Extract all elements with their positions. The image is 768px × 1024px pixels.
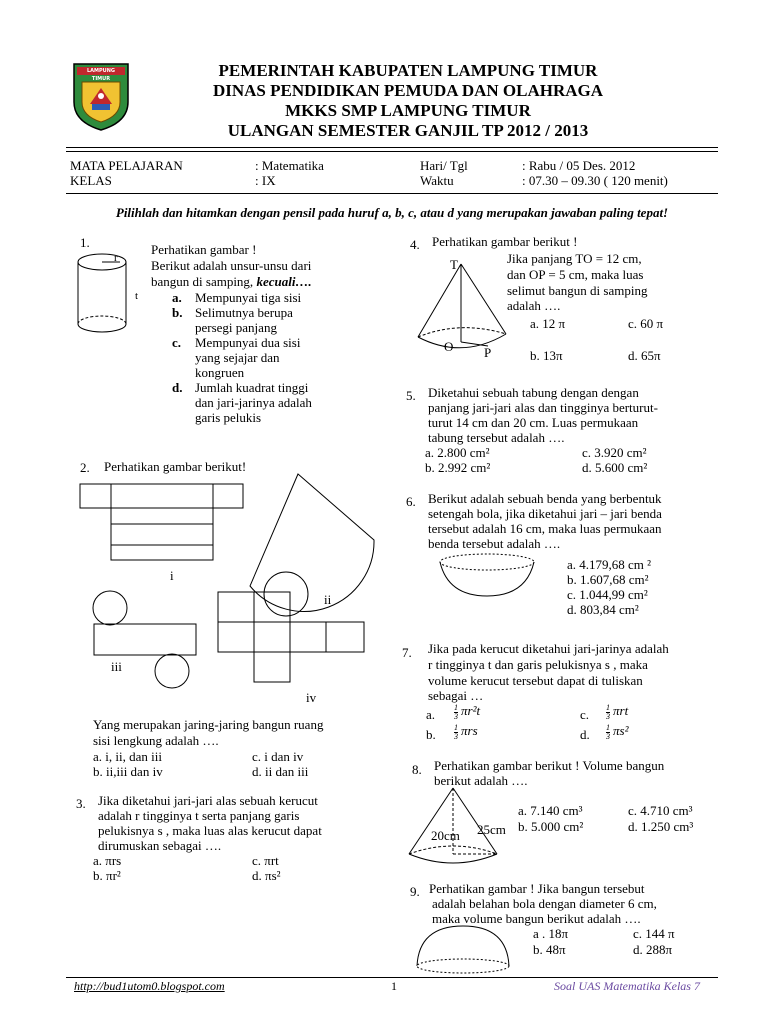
footer-title: Soal UAS Matematika Kelas 7 [554, 979, 700, 993]
q1-cylinder-figure [75, 252, 135, 334]
q9-option-b: b. 48π [533, 942, 566, 957]
header-line-2: DINAS PENDIDIKAN PEMUDA DAN OLAHRAGA [212, 81, 604, 100]
q4-option-d: d. 65π [628, 348, 661, 363]
footer-page-number: 1 [391, 979, 397, 993]
q6-option-b: b. 1.607,68 cm² [567, 572, 649, 587]
q6-line-2: setengah bola, jika diketahui jari – jari benda [428, 506, 662, 521]
q2-text: Perhatikan gambar berikut! [104, 459, 247, 474]
q1-option-c-line-1: Mempunyai dua sisi [195, 335, 301, 350]
q8-label-20cm: 20cm [431, 828, 460, 843]
q8-option-b: b. 5.000 cm² [518, 819, 584, 834]
q5-line-4: tabung tersebut adalah …. [428, 430, 565, 445]
q9-option-c: c. 144 π [633, 926, 675, 941]
q5-line-1: Diketahui sebuah tabung dengan dengan [428, 385, 639, 400]
q8-option-a: a. 7.140 cm³ [518, 803, 583, 818]
q4-label-O: O [444, 339, 454, 354]
q2-question-line-1: Yang merupakan jaring-jaring bangun ruang [93, 717, 324, 732]
q1-number: 1. [80, 235, 90, 250]
day-label: Hari/ Tgl [420, 158, 468, 173]
q4-line-1: Jika panjang TO = 12 cm, [507, 251, 642, 266]
q6-hemisphere-bowl-figure [438, 552, 538, 602]
header-divider [66, 147, 718, 152]
q7-option-d-letter: d. [580, 727, 590, 742]
q6-line-1: Berikut adalah sebuah benda yang berbentuk [428, 491, 662, 506]
q8-option-d: d. 1.250 cm³ [628, 819, 694, 834]
q4-text: Perhatikan gambar berikut ! [432, 234, 578, 249]
q3-option-d: d. πs² [252, 868, 281, 883]
time-label: Waktu [420, 173, 454, 188]
q9-line-1: Perhatikan gambar ! Jika bangun tersebut [429, 881, 645, 896]
q6-option-d: d. 803,84 cm² [567, 602, 639, 617]
q5-option-b: b. 2.992 cm² [425, 460, 491, 475]
instruction: Pilihlah dan hitamkan dengan pensil pada huruf a, b, c, atau d yang merupakan jawaban paling tepat! [115, 205, 669, 220]
q3-line-1: Jika diketahui jari-jari alas sebuah kerucut [98, 793, 318, 808]
q8-line-2: berikut adalah …. [434, 773, 528, 788]
subject-label: MATA PELAJARAN [70, 158, 183, 173]
q2-option-a: a. i, ii, dan iii [93, 749, 162, 764]
logo-text: LAMPUNG TIMUR [86, 68, 116, 82]
q5-option-c: c. 3.920 cm² [582, 445, 647, 460]
q7-line-4: sebagai … [428, 688, 484, 703]
q2-option-c: c. i dan iv [252, 749, 304, 764]
subject-value: : Matematika [255, 158, 324, 173]
q7-option-b: $\frac{1}{3}$ πrs [454, 722, 478, 741]
q1-option-a-letter: a. [172, 290, 182, 305]
q1-option-c-line-2: yang sejajar dan [195, 350, 280, 365]
q4-option-c: c. 60 π [628, 316, 664, 331]
q7-option-b-letter: b. [426, 727, 436, 742]
q4-line-3: selimut bangun di samping [507, 283, 648, 298]
q3-option-c: c. πrt [252, 853, 279, 868]
q7-option-c: $\frac{1}{3}$ πrt [606, 702, 629, 721]
q7-option-a-letter: a. [426, 707, 436, 722]
q9-line-3: maka volume bangun berikut adalah …. [432, 911, 641, 926]
q5-number: 5. [406, 388, 416, 403]
header-line-3: MKKS SMP LAMPUNG TIMUR [285, 101, 531, 120]
q7-line-3: volume kerucut tersebut dapat di tuliskan [428, 673, 643, 688]
q3-line-2: adalah r tingginya t serta panjang garis [98, 808, 300, 823]
q9-option-a: a . 18π [533, 926, 569, 941]
q7-option-c-letter: c. [580, 707, 590, 722]
q4-cone-figure [414, 262, 514, 360]
q1-option-b-line-1: Selimutnya berupa [195, 305, 293, 320]
regency-logo [72, 62, 130, 132]
q2-label-ii: ii [324, 592, 332, 607]
q4-number: 4. [410, 237, 420, 252]
q2-question-line-2: sisi lengkung adalah …. [93, 733, 219, 748]
q1-option-b-line-2: persegi panjang [195, 320, 277, 335]
q6-number: 6. [406, 494, 416, 509]
q1-option-d-line-3: garis pelukis [195, 410, 262, 425]
q4-label-P: P [484, 345, 492, 360]
class-value: : IX [255, 173, 276, 188]
q5-option-a: a. 2.800 cm² [425, 445, 490, 460]
q7-line-2: r tingginya t dan garis pelukisnya s , maka [428, 657, 648, 672]
q2-option-d: d. ii dan iii [252, 764, 309, 779]
q8-option-c: c. 4.710 cm³ [628, 803, 693, 818]
q5-option-d: d. 5.600 cm² [582, 460, 648, 475]
q1-option-b-letter: b. [172, 305, 183, 320]
q7-option-a: $\frac{1}{3}$ πr²t [454, 702, 481, 721]
q1-option-d-line-1: Jumlah kuadrat tinggi [195, 380, 309, 395]
class-label: KELAS [70, 173, 112, 188]
q2-net-iv-figure [218, 592, 368, 687]
header-line-4: ULANGAN SEMESTER GANJIL TP 2012 / 2013 [227, 121, 589, 140]
q2-label-iii: iii [111, 659, 122, 674]
q3-option-a: a. πrs [93, 853, 122, 868]
footer-blog-link[interactable]: http://bud1utom0.blogspot.com [74, 979, 225, 993]
footer-divider [66, 977, 718, 978]
q2-number: 2. [80, 460, 90, 475]
q6-line-4: benda tersebut adalah …. [428, 536, 561, 551]
q1-option-c-letter: c. [172, 335, 182, 350]
q9-hemisphere-figure [414, 922, 514, 976]
q4-option-a: a. 12 π [530, 316, 566, 331]
q2-net-i-figure [80, 484, 245, 564]
q9-line-2: adalah belahan bola dengan diameter 6 cm, [432, 896, 657, 911]
q7-option-d: $\frac{1}{3}$ πs² [606, 722, 629, 741]
q3-option-b: b. πr² [93, 868, 121, 883]
q9-number: 9. [410, 884, 420, 899]
q1-label-t: t [135, 290, 139, 302]
q6-option-a: a. 4.179,68 cm ² [567, 557, 652, 572]
time-value: : 07.30 – 09.30 ( 120 menit) [522, 173, 668, 188]
q5-line-3: turut 14 cm dan 20 cm. Luas permukaan [428, 415, 639, 430]
q2-label-iv: iv [306, 690, 317, 705]
info-divider [66, 193, 718, 194]
q2-label-i: i [170, 568, 174, 583]
q8-number: 8. [412, 762, 422, 777]
q4-label-T: T [450, 257, 458, 272]
q3-line-4: dirumuskan sebagai …. [98, 838, 222, 853]
q1-line-2: Berikut adalah unsur-unsu dari [151, 258, 312, 273]
q1-option-c-line-3: kongruen [195, 365, 245, 380]
q1-option-d-letter: d. [172, 380, 183, 395]
q8-label-25cm: 25cm [477, 822, 506, 837]
q6-option-c: c. 1.044,99 cm² [567, 587, 648, 602]
q3-line-3: pelukisnya s , maka luas alas kerucut dapat [98, 823, 322, 838]
q4-line-2: dan OP = 5 cm, maka luas [507, 267, 644, 282]
q5-line-2: panjang jari-jari alas dan tingginya berturut- [428, 400, 658, 415]
q3-number: 3. [76, 796, 86, 811]
q1-line-1: Perhatikan gambar ! [151, 242, 257, 257]
q4-option-b: b. 13π [530, 348, 563, 363]
q2-option-b: b. ii,iii dan iv [93, 764, 163, 779]
q8-line-1: Perhatikan gambar berikut ! Volume bangun [434, 758, 665, 773]
q1-line-3: bangun di samping, kecuali…. [151, 274, 312, 289]
header-line-1: PEMERINTAH KABUPATEN LAMPUNG TIMUR [218, 61, 598, 80]
q7-line-1: Jika pada kerucut diketahui jari-jarinya adalah [428, 641, 669, 656]
q9-option-d: d. 288π [633, 942, 673, 957]
day-value: : Rabu / 05 Des. 2012 [522, 158, 636, 173]
q1-option-a: Mempunyai tiga sisi [195, 290, 302, 305]
q4-line-4: adalah …. [507, 298, 561, 313]
q2-net-iii-figure [92, 590, 202, 690]
q1-label-r: r [114, 252, 118, 264]
q1-option-d-line-2: dan jari-jarinya adalah [195, 395, 312, 410]
q6-line-3: tersebut adalah 16 cm, maka luas permukaan [428, 521, 662, 536]
q7-number: 7. [402, 645, 412, 660]
